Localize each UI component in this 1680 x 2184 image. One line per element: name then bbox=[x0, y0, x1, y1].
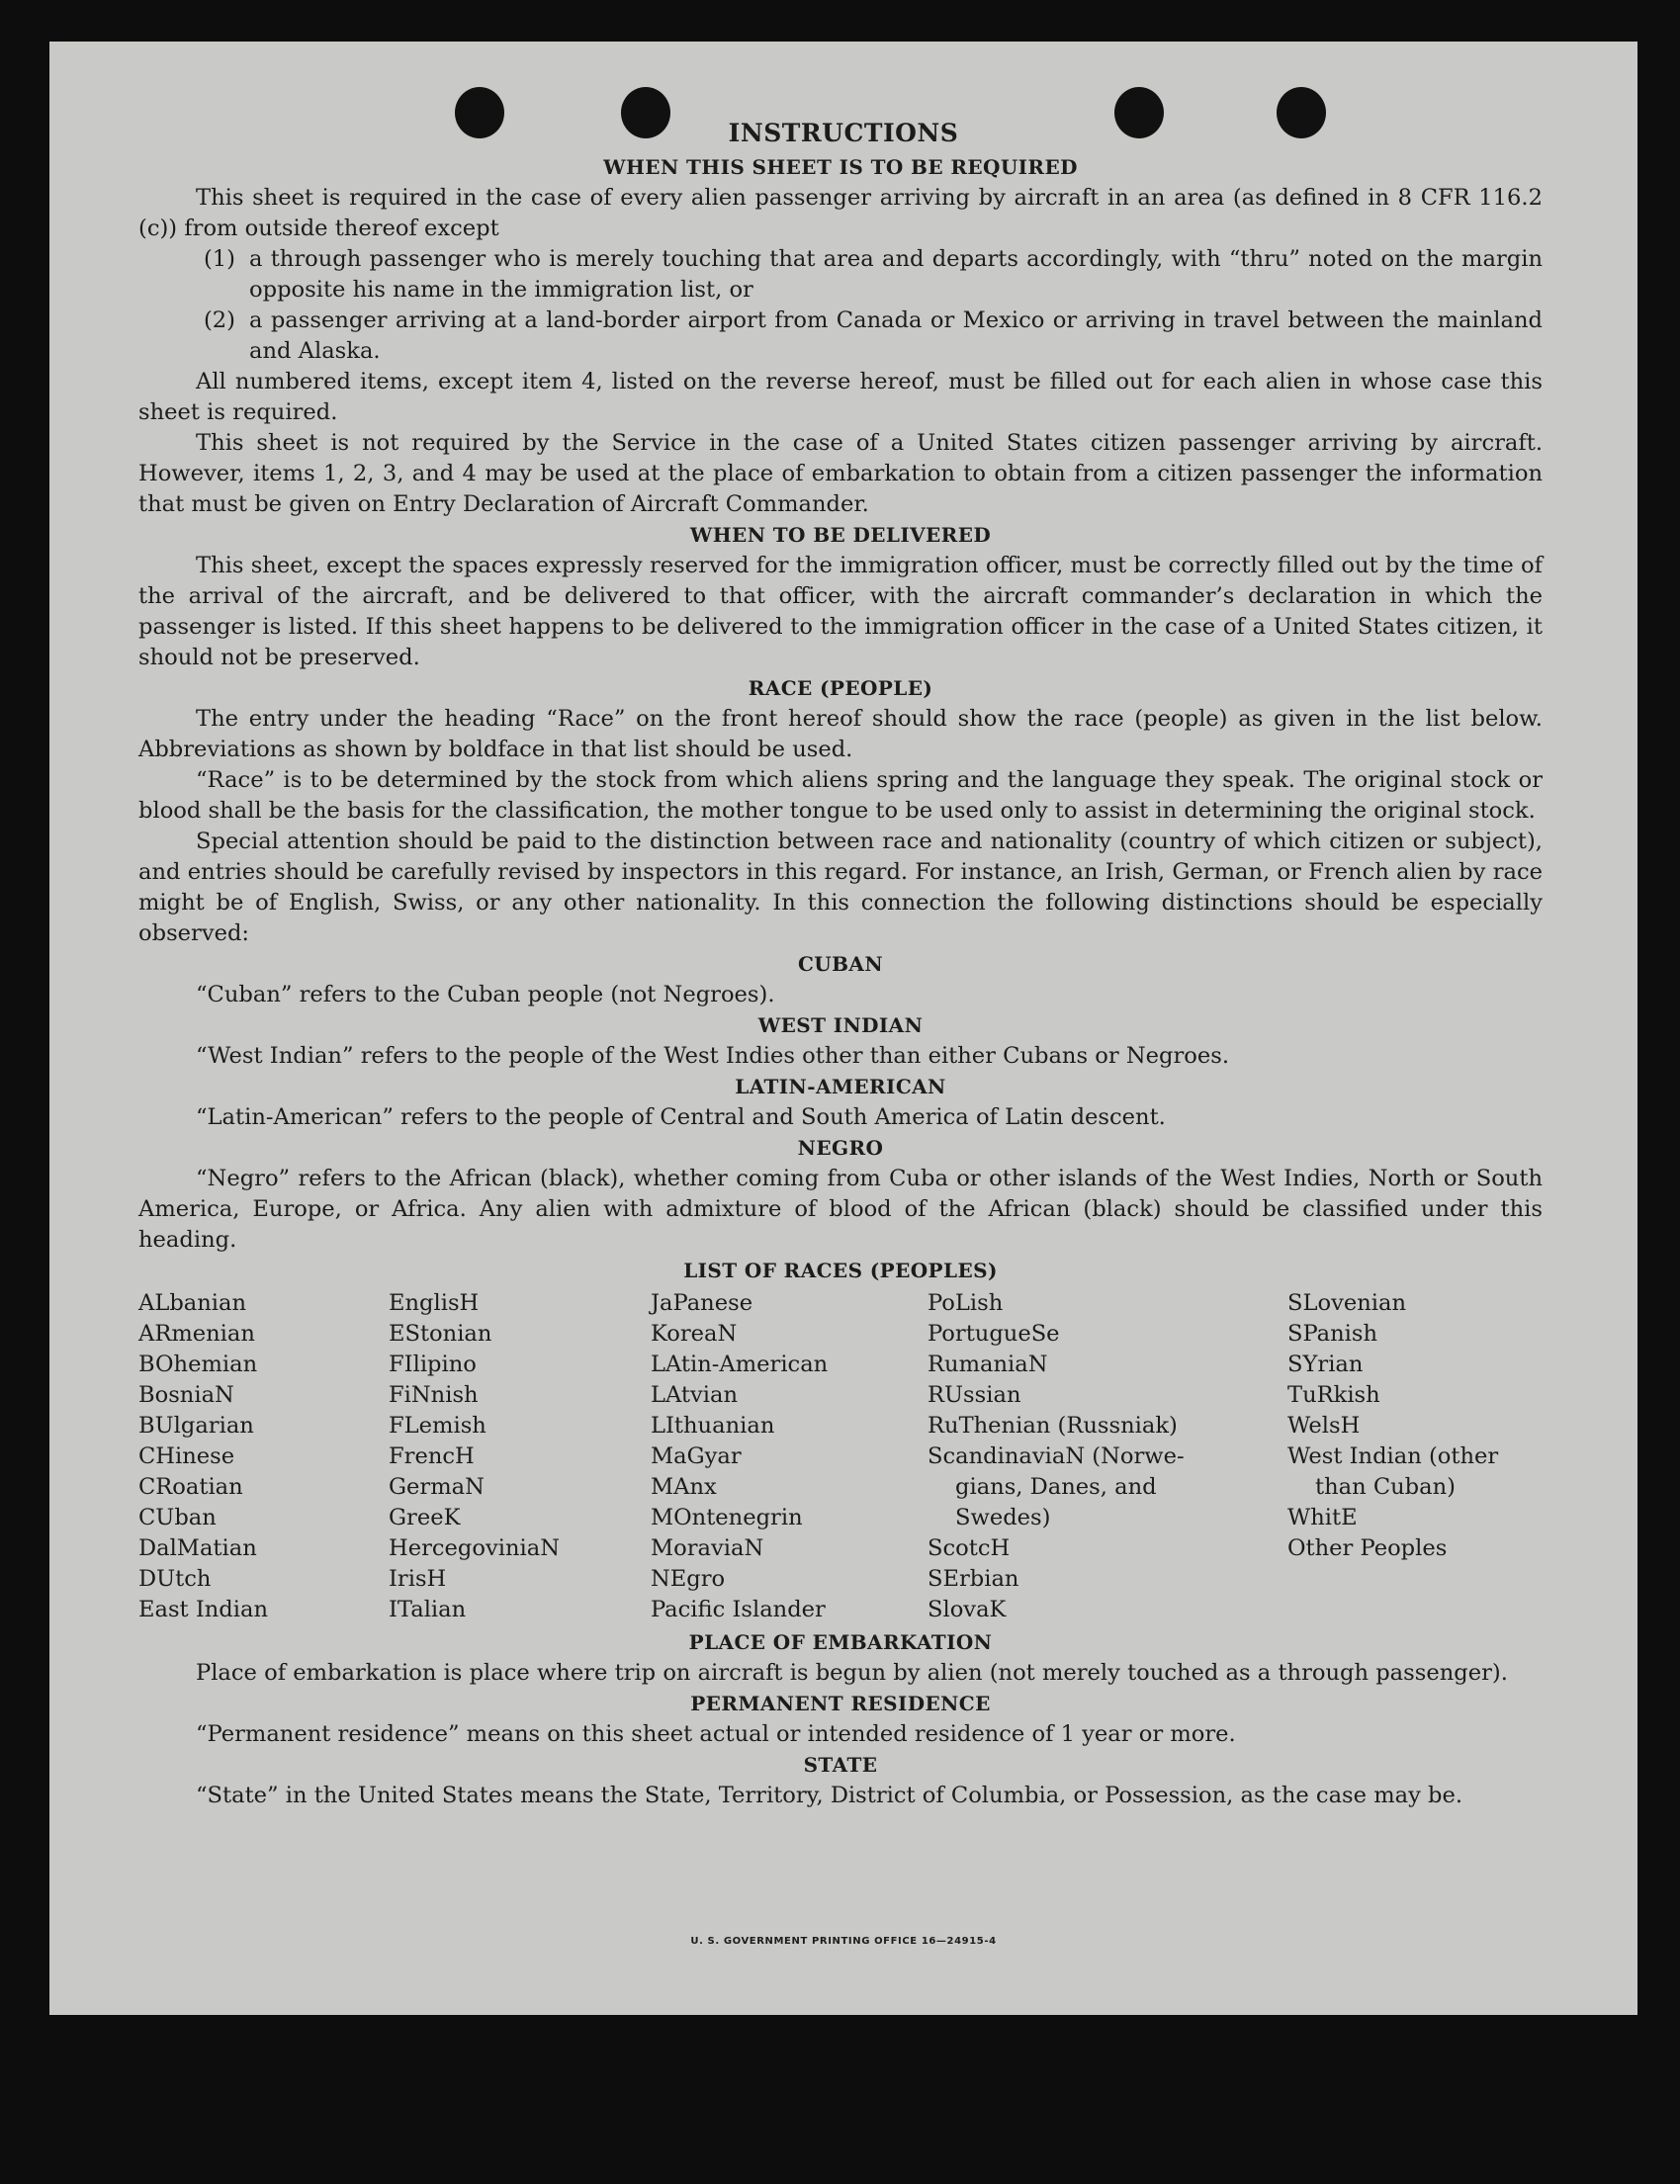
race-item: Other Peoples bbox=[1287, 1535, 1448, 1561]
paragraph: Place of embarkation is place where trip on aircraft is begun by alien (not merely touched as a through passenger). bbox=[196, 1660, 1508, 1686]
section-heading: PLACE OF EMBARKATION bbox=[688, 1630, 993, 1654]
paragraph: “West Indian” refers to the people of the West Indies other than either Cubans or Negroes. bbox=[196, 1043, 1230, 1069]
race-item: FiNnish bbox=[389, 1382, 479, 1408]
race-item: NEgro bbox=[651, 1566, 726, 1592]
race-item: HercegovinіaN bbox=[389, 1535, 560, 1561]
race-item: ITalian bbox=[389, 1597, 467, 1622]
paragraph: “Negro” refers to the African (black), whether coming from Cuba or other islands of the West Indies, North or South America, Europe, or Africa. Any alien with admixture of blood of the African (black) should be classified under this heading. bbox=[138, 1166, 1543, 1253]
race-item: LIthuanian bbox=[651, 1413, 775, 1439]
race-item: RUssian bbox=[928, 1382, 1021, 1408]
race-item: FIlipino bbox=[389, 1352, 477, 1377]
race-item: ARmenian bbox=[138, 1321, 255, 1347]
race-item: than Cuban) bbox=[1315, 1474, 1456, 1500]
race-item: gians, Danes, and bbox=[955, 1474, 1157, 1500]
race-column bbox=[1287, 1288, 1543, 1625]
race-item: MoraviaN bbox=[651, 1535, 764, 1561]
race-item: GermaN bbox=[389, 1474, 485, 1500]
section-heading: CUBAN bbox=[797, 952, 884, 976]
race-item: BosniaN bbox=[138, 1382, 234, 1408]
paragraph: This sheet, except the spaces expressly reserved for the immigration officer, must be correctly filled out by the time of the arrival of the aircraft, and be delivered to that officer, with the aircraft commander’s declaration in which the passenger is listed. If this sheet happens to be delivered to the immigration officer in the case of a United States citizen, it should not be preserved. bbox=[138, 553, 1543, 670]
race-item: MaGyar bbox=[651, 1443, 742, 1469]
item-number: (1) bbox=[203, 246, 235, 272]
race-item: BUlgarian bbox=[138, 1413, 254, 1439]
race-item: ALbanian bbox=[138, 1290, 247, 1316]
race-item: SlovaK bbox=[928, 1597, 1007, 1622]
race-item: ScandinaviaN (Norwe- bbox=[928, 1443, 1185, 1469]
race-item: EnglisH bbox=[389, 1290, 480, 1316]
race-item: TuRkish bbox=[1287, 1382, 1380, 1408]
page-title: INSTRUCTIONS bbox=[728, 119, 959, 147]
race-item: EStonian bbox=[389, 1321, 492, 1347]
race-item: FLemish bbox=[389, 1413, 486, 1439]
paragraph: The entry under the heading “Race” on the front hereof should show the race (people) as given in the list below. Abbreviations as shown by boldface in that list should be used. bbox=[138, 706, 1543, 762]
race-item: WelsH bbox=[1287, 1413, 1361, 1439]
section-heading: LIST OF RACES (PEOPLES) bbox=[683, 1259, 998, 1282]
race-column bbox=[928, 1288, 1287, 1625]
item-text: a passenger arriving at a land-border airport from Canada or Mexico or arriving in travel between the mainland and Alaska. bbox=[249, 307, 1543, 364]
race-item: East Indian bbox=[138, 1597, 269, 1622]
race-item: SLovenian bbox=[1287, 1290, 1407, 1316]
race-item: CUban bbox=[138, 1505, 217, 1530]
race-item: BOhemian bbox=[138, 1352, 258, 1377]
race-item: SPanish bbox=[1287, 1321, 1378, 1347]
race-item: PortugueSe bbox=[928, 1321, 1060, 1347]
list-item bbox=[138, 244, 1543, 306]
section-heading: WHEN THIS SHEET IS TO BE REQUIRED bbox=[603, 155, 1078, 179]
race-item: SErbian bbox=[928, 1566, 1019, 1592]
race-item: ScotcH bbox=[928, 1535, 1011, 1561]
section-heading: STATE bbox=[803, 1753, 878, 1777]
race-item: West Indian (other bbox=[1287, 1443, 1499, 1469]
paragraph: “Race” is to be determined by the stock from which aliens spring and the language they speak. The original stock or blood shall be the basis for the classification, the mother tongue to be used only to assist in determining the original stock. bbox=[138, 767, 1543, 824]
document-sheet bbox=[49, 42, 1637, 2015]
race-item: GreeK bbox=[389, 1505, 461, 1530]
item-text: a through passenger who is merely touching that area and departs accordingly, with “thru” noted on the margin opposite his name in the immigration list, or bbox=[249, 246, 1543, 303]
race-list bbox=[138, 1288, 1543, 1625]
race-column bbox=[651, 1288, 928, 1625]
race-item: Swedes) bbox=[955, 1505, 1051, 1530]
section-heading: PERMANENT RESIDENCE bbox=[690, 1692, 991, 1715]
printing-office-imprint: U. S. GOVERNMENT PRINTING OFFICE 16—24915-4 bbox=[690, 1936, 997, 1947]
race-item: DUtch bbox=[138, 1566, 212, 1592]
instructions-body bbox=[138, 152, 1543, 1811]
race-item: LAtvian bbox=[651, 1382, 739, 1408]
race-item: MOntenegrin bbox=[651, 1505, 803, 1530]
section-heading: WEST INDIAN bbox=[757, 1013, 924, 1037]
paragraph: “Cuban” refers to the Cuban people (not Negroes). bbox=[196, 982, 775, 1007]
race-item: WhitE bbox=[1287, 1505, 1358, 1530]
race-item: SYrian bbox=[1287, 1352, 1364, 1377]
paragraph: All numbered items, except item 4, listed on the reverse hereof, must be filled out for each alien in whose case this sheet is required. bbox=[138, 369, 1543, 425]
paragraph: This sheet is required in the case of every alien passenger arriving by aircraft in an area (as defined in 8 CFR 116.2 (c)) from outside thereof except bbox=[138, 185, 1543, 241]
race-item: KoreaN bbox=[651, 1321, 738, 1347]
race-item: IrisH bbox=[389, 1566, 447, 1592]
paragraph: “State” in the United States means the State, Territory, District of Columbia, or Possession, as the case may be. bbox=[196, 1783, 1463, 1808]
section-heading: WHEN TO BE DELIVERED bbox=[689, 523, 992, 547]
race-item: JaPanese bbox=[651, 1290, 753, 1316]
race-item: RuThenian (Russniak) bbox=[928, 1413, 1178, 1439]
race-item: FrencH bbox=[389, 1443, 475, 1469]
item-number: (2) bbox=[203, 307, 235, 333]
race-column bbox=[389, 1288, 651, 1625]
paragraph: This sheet is not required by the Service in the case of a United States citizen passenger arriving by aircraft. However, items 1, 2, 3, and 4 may be used at the place of embarkation to obtain from a citizen passenger the information that must be given on Entry Declaration of Aircraft Commander. bbox=[138, 430, 1543, 517]
section-heading: NEGRO bbox=[797, 1136, 884, 1160]
race-item: RumaniaN bbox=[928, 1352, 1048, 1377]
paragraph: “Latin-American” refers to the people of Central and South America of Latin descent. bbox=[196, 1104, 1166, 1130]
list-item bbox=[138, 306, 1543, 367]
race-item: CHinese bbox=[138, 1443, 235, 1469]
race-column bbox=[138, 1288, 389, 1625]
race-item: DalMatian bbox=[138, 1535, 257, 1561]
race-item: CRoatian bbox=[138, 1474, 243, 1500]
paragraph: Special attention should be paid to the distinction between race and nationality (country of which citizen or subject), and entries should be carefully revised by inspectors in this regard. For instance, an Irish, German, or French alien by race might be of English, Swiss, or any other nationality. In this connection the following distinctions should be especially observed: bbox=[138, 829, 1543, 946]
race-item: MAnx bbox=[651, 1474, 717, 1500]
race-item: LAtin-American bbox=[651, 1352, 829, 1377]
section-heading: LATIN-AMERICAN bbox=[735, 1075, 946, 1098]
race-item: PoLish bbox=[928, 1290, 1004, 1316]
section-heading: RACE (PEOPLE) bbox=[748, 676, 933, 700]
paragraph: “Permanent residence” means on this sheet actual or intended residence of 1 year or more. bbox=[196, 1721, 1236, 1747]
race-item: Pacific Islander bbox=[651, 1597, 826, 1622]
